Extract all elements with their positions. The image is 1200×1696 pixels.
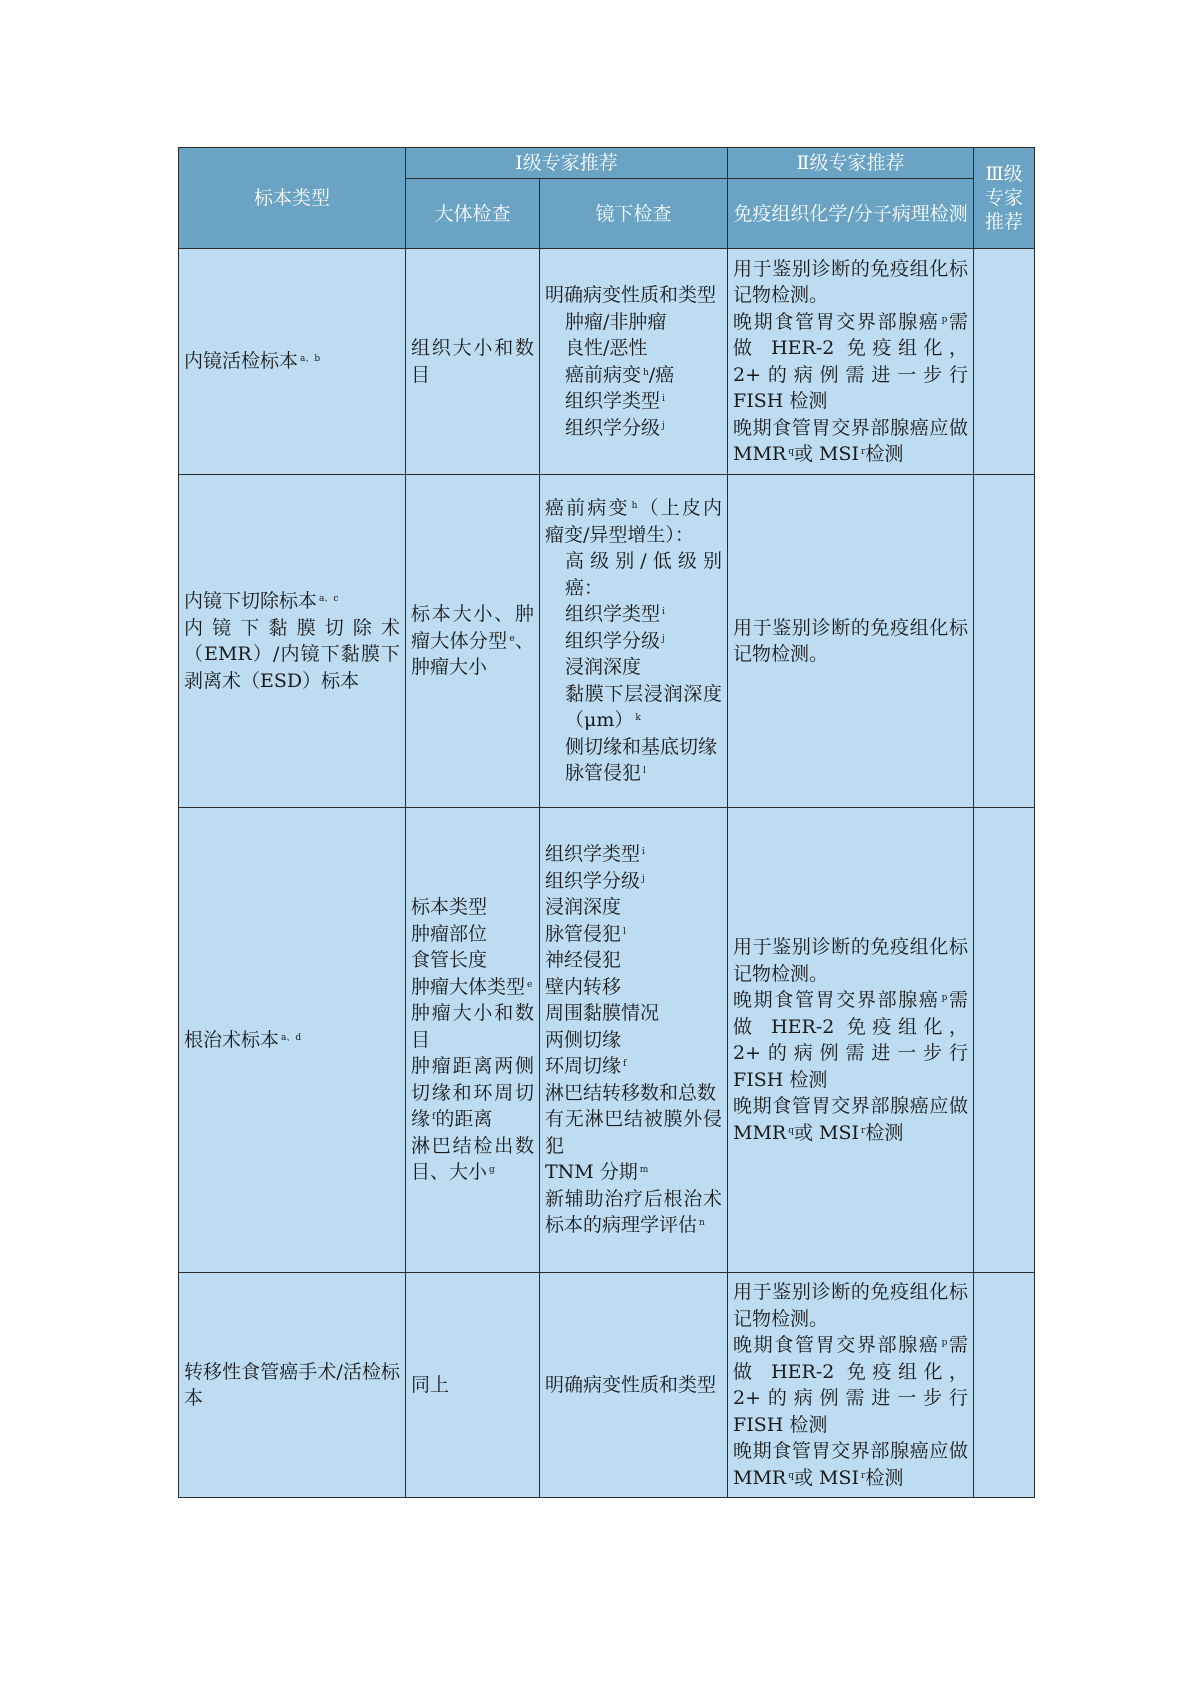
ihc-item <box>733 1279 968 1332</box>
micro-item-text: 明确病变性质和类型 <box>545 1373 717 1396</box>
ihc-item-text: 晚期食管胃交界部腺癌应做 MMR <box>733 1095 969 1144</box>
specimen-type-text: 根治术标本 <box>184 1028 280 1051</box>
gross-item <box>411 1133 534 1186</box>
reference-mark: m <box>639 1165 649 1176</box>
ihc-item-cont2: 检测 <box>865 1466 904 1489</box>
ihc-item-cont: 或 MSI <box>794 443 860 465</box>
gross-item-text: 同上 <box>411 1373 450 1396</box>
micro-item-text: 浸润深度 <box>545 896 622 919</box>
ihc-item <box>733 1093 968 1146</box>
micro-item <box>545 868 722 895</box>
micro-item-text: 周围黏膜情况 <box>545 1002 660 1025</box>
ihc-item-cont: 或 MSI <box>794 1466 860 1489</box>
specimen-type <box>184 1359 400 1412</box>
reference-mark: r <box>861 1125 866 1136</box>
gross-item-text: 肿瘤大小和数目 <box>411 1002 534 1051</box>
ihc-cell <box>728 808 974 1273</box>
gross-item <box>411 894 534 921</box>
micro-item <box>545 601 722 628</box>
gross-item <box>411 974 534 1001</box>
micro-item <box>545 841 722 868</box>
micro-item-text: 组织学分级 <box>565 416 661 439</box>
micro-item-text: 组织学分级 <box>545 869 641 892</box>
specimen-type <box>184 1027 400 1054</box>
micro-item <box>545 1080 722 1107</box>
reference-mark: h <box>643 367 649 378</box>
ihc-item-cont: 需做 HER-2 免疫组化，2+的病例需进一步行 FISH 检测 <box>733 310 969 412</box>
header-level1: Ⅰ级专家推荐 <box>406 148 728 179</box>
reference-mark: k <box>635 713 641 724</box>
reference-mark: e <box>509 633 515 644</box>
micro-item <box>545 335 722 362</box>
specimen-type <box>184 588 400 615</box>
micro-item-text: 浸润深度 <box>565 656 642 679</box>
micro-item-cont: （上皮内瘤变/异型增生）： <box>545 497 723 546</box>
micro-item <box>545 894 722 921</box>
gross-item <box>411 921 534 948</box>
reference-mark: i <box>642 847 645 858</box>
micro-item <box>545 1186 722 1239</box>
gross-item <box>411 1053 534 1133</box>
gross-item <box>411 601 534 681</box>
micro-item <box>545 760 722 787</box>
reference-mark: f <box>432 1112 436 1123</box>
micro-item-text: 组织学类型 <box>565 390 661 412</box>
gross-item-cont: 的距离 <box>435 1108 493 1131</box>
ihc-item-text: 用于鉴别诊断的免疫组化标记物检测。 <box>733 257 969 306</box>
reference-mark: i <box>662 607 665 618</box>
specimen-type-detail: 内镜下黏膜切除术（EMR）/内镜下黏膜下剥离术（ESD）标本 <box>184 616 400 692</box>
specimen-type-cell <box>179 808 406 1273</box>
specimen-type-cell <box>179 475 406 808</box>
reference-mark: n <box>699 1218 705 1229</box>
micro-item-text: 黏膜下层浸润深度（μm） <box>565 682 723 732</box>
header-level3: Ⅲ级专家推荐 <box>974 148 1035 249</box>
gross-item <box>411 1372 534 1399</box>
header-row-top <box>179 148 1035 179</box>
gross-exam-cell <box>406 1273 540 1498</box>
gross-item-text: 组织大小和数目 <box>411 337 534 386</box>
micro-item <box>545 1159 722 1186</box>
ihc-item-cont2: 检测 <box>865 1121 904 1144</box>
gross-item <box>411 335 534 388</box>
reference-mark: a、c <box>319 594 339 604</box>
micro-item-text: 侧切缘和基底切缘 <box>565 735 718 758</box>
reference-mark: j <box>642 873 645 884</box>
ihc-item <box>733 934 968 987</box>
micro-item-text: 明确病变性质和类型 <box>545 284 717 306</box>
level3-cell <box>974 249 1035 475</box>
table-row <box>179 249 1035 475</box>
micro-item <box>545 1053 722 1080</box>
micro-item <box>545 362 722 389</box>
reference-mark: p <box>941 1338 948 1348</box>
micro-item-text: 脉管侵犯 <box>545 922 622 945</box>
ihc-item-text: 晚期食管胃交界部腺癌 <box>733 1334 940 1356</box>
micro-item-text: 神经侵犯 <box>545 949 622 972</box>
micro-item <box>545 1106 722 1159</box>
micro-item <box>545 309 722 336</box>
ihc-item-text: 用于鉴别诊断的免疫组化标记物检测。 <box>733 936 969 985</box>
reference-mark: q <box>788 1470 794 1481</box>
level3-cell <box>974 808 1035 1273</box>
ihc-item <box>733 1438 968 1491</box>
gross-item <box>411 947 534 974</box>
ihc-item-text: 晚期食管胃交界部腺癌 <box>733 310 940 333</box>
table-body <box>179 249 1035 1498</box>
ihc-item-text: 用于鉴别诊断的免疫组化标记物检测。 <box>733 1281 969 1330</box>
micro-item-text: 肿瘤/非肿瘤 <box>565 310 667 333</box>
reference-mark: a、d <box>281 1032 302 1043</box>
micro-item-text: 高级别/低级别癌： <box>565 550 723 599</box>
ihc-cell <box>728 475 974 808</box>
level3-cell <box>974 475 1035 808</box>
gross-item-text: 标本类型 <box>411 896 488 919</box>
reference-mark: j <box>662 633 665 644</box>
micro-item <box>545 282 722 309</box>
specimen-type-text: 内镜下切除标本 <box>184 590 318 612</box>
reference-mark: p <box>941 993 948 1003</box>
micro-item <box>545 654 722 681</box>
specimen-type-text: 内镜活检标本 <box>184 350 299 373</box>
micro-item-text: 组织学类型 <box>545 843 641 866</box>
micro-item <box>545 388 722 415</box>
micro-item <box>545 628 722 655</box>
gross-exam-cell <box>406 808 540 1273</box>
reference-mark: i <box>662 394 665 404</box>
reference-mark: p <box>941 314 948 325</box>
micro-item <box>545 1000 722 1027</box>
micro-item-text: 癌前病变 <box>565 363 642 386</box>
micro-item <box>545 921 722 948</box>
specimen-type-text: 转移性食管癌手术/活检标本 <box>184 1360 400 1409</box>
reference-mark: l <box>643 766 646 777</box>
micro-item-text: 环周切缘 <box>545 1055 622 1078</box>
ihc-item <box>733 309 968 415</box>
ihc-item-text: 晚期食管胃交界部腺癌应做 MMR <box>733 1440 969 1489</box>
ihc-cell <box>728 249 974 475</box>
micro-item-text: 新辅助治疗后根治术标本的病理学评估 <box>545 1187 723 1237</box>
reference-mark: a、b <box>300 354 321 365</box>
micro-item-text: 脉管侵犯 <box>565 762 642 785</box>
micro-item-text: 组织学分级 <box>565 629 661 652</box>
gross-item-cont: 、肿瘤大小 <box>411 629 534 679</box>
table-row <box>179 808 1035 1273</box>
micro-item <box>545 681 722 734</box>
ihc-item-text: 晚期食管胃交界部腺癌应做 MMR <box>733 416 969 465</box>
reference-mark: j <box>662 420 665 431</box>
gross-exam-cell <box>406 475 540 808</box>
micro-exam-cell <box>540 1273 728 1498</box>
header-specimen-type: 标本类型 <box>179 148 406 249</box>
micro-item-text: 淋巴结转移数和总数 <box>545 1081 717 1104</box>
header-level2: Ⅱ级专家推荐 <box>728 148 974 179</box>
micro-item <box>545 734 722 761</box>
micro-item-text: 两侧切缘 <box>545 1028 622 1051</box>
micro-item <box>545 415 722 442</box>
table-row <box>179 1273 1035 1498</box>
ihc-item <box>733 987 968 1093</box>
ihc-item <box>733 1332 968 1438</box>
specimen-type-cell <box>179 249 406 475</box>
micro-item <box>545 495 722 548</box>
ihc-item <box>733 256 968 309</box>
micro-exam-cell <box>540 808 728 1273</box>
ihc-item-cont: 需做 HER-2 免疫组化，2+的病例需进一步行 FISH 检测 <box>733 989 969 1091</box>
header-ihc: 免疫组织化学/分子病理检测 <box>728 179 974 249</box>
micro-item <box>545 548 722 601</box>
ihc-item-cont: 或 MSI <box>794 1121 860 1144</box>
ihc-item-cont: 需做 HER-2 免疫组化，2+的病例需进一步行 FISH 检测 <box>733 1334 969 1436</box>
ihc-item-text: 晚期食管胃交界部腺癌 <box>733 989 940 1011</box>
ihc-item <box>733 415 968 468</box>
micro-item-text: 良性/恶性 <box>565 337 648 359</box>
gross-item-text: 肿瘤大体类型 <box>411 975 526 998</box>
gross-item-text: 肿瘤部位 <box>411 922 488 945</box>
gross-item-text: 肿瘤距离两侧切缘和环周切缘 <box>411 1055 534 1131</box>
reference-mark: f <box>623 1059 627 1070</box>
pathology-recommendation-table <box>178 147 1035 1498</box>
reference-mark: q <box>788 447 794 457</box>
ihc-item <box>733 615 968 668</box>
gross-exam-cell <box>406 249 540 475</box>
gross-item-text: 淋巴结检出数目、大小 <box>411 1134 534 1184</box>
micro-item <box>545 974 722 1001</box>
micro-item <box>545 1027 722 1054</box>
reference-mark: e <box>527 979 533 990</box>
gross-item-text: 食管长度 <box>411 949 488 972</box>
reference-mark: h <box>631 501 638 512</box>
micro-item <box>545 947 722 974</box>
header-micro: 镜下检查 <box>540 179 728 249</box>
gross-item <box>411 1000 534 1053</box>
micro-item-text: 组织学类型 <box>565 603 661 626</box>
reference-mark: l <box>623 926 626 937</box>
ihc-item-text: 用于鉴别诊断的免疫组化标记物检测。 <box>733 616 969 665</box>
reference-mark: g <box>489 1165 495 1176</box>
reference-mark: q <box>788 1125 794 1136</box>
reference-mark: r <box>861 447 866 457</box>
micro-item-text: 壁内转移 <box>545 975 622 998</box>
micro-item-text: 有无淋巴结被膜外侵犯 <box>545 1108 723 1157</box>
gross-item-text: 标本大小、肿瘤大体分型 <box>411 603 534 652</box>
table-row <box>179 475 1035 808</box>
micro-item-cont: /癌 <box>648 363 675 386</box>
ihc-item-cont2: 检测 <box>865 443 904 465</box>
micro-exam-cell <box>540 249 728 475</box>
micro-exam-cell <box>540 475 728 808</box>
level3-cell <box>974 1273 1035 1498</box>
header-gross: 大体检查 <box>406 179 540 249</box>
specimen-type <box>184 348 400 375</box>
reference-mark: r <box>861 1470 866 1481</box>
micro-item <box>545 1372 722 1399</box>
ihc-cell <box>728 1273 974 1498</box>
specimen-type-cell <box>179 1273 406 1498</box>
micro-item-text: 癌前病变 <box>545 497 630 520</box>
micro-item-text: TNM 分期 <box>545 1161 638 1184</box>
